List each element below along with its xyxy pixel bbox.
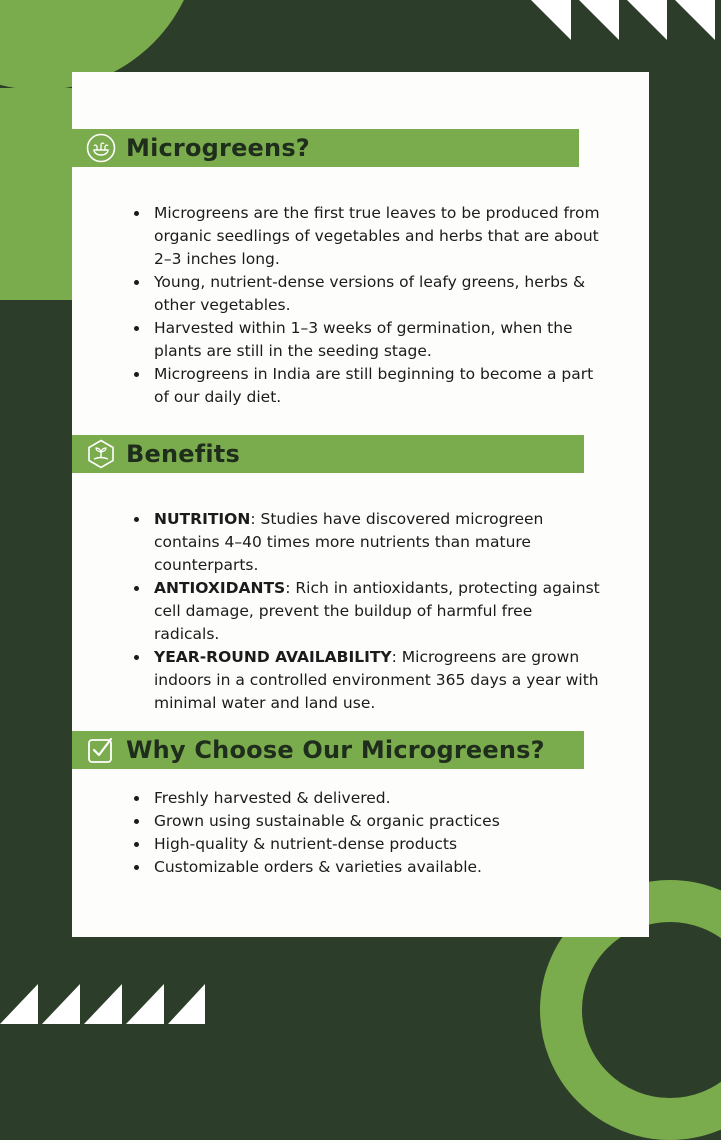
list-item: Freshly harvested & delivered. (132, 787, 602, 810)
sprout-bowl-icon (86, 133, 116, 163)
checkbox-icon (86, 735, 116, 765)
section-header-why-choose (72, 731, 584, 769)
decor-rect-left (0, 88, 72, 300)
section-list-benefits (132, 508, 602, 715)
section-list-microgreens (132, 202, 602, 409)
list-item: YEAR-ROUND AVAILABILITY: Microgreens are grown indoors in a controlled environment 365 days a year with minimal water and land use. (132, 646, 602, 715)
list-item: Young, nutrient-dense versions of leafy greens, herbs & other vegetables. (132, 271, 602, 317)
list-item: Grown using sustainable & organic practices (132, 810, 602, 833)
decor-triangles-top (531, 0, 721, 40)
decor-triangles-bottom (0, 984, 205, 1024)
list-item: Harvested within 1–3 weeks of germination, when the plants are still in the seeding stage. (132, 317, 602, 363)
list-item: Microgreens are the first true leaves to be produced from organic seedlings of vegetables and herbs that are about 2–3 inches long. (132, 202, 602, 271)
section-title: Why Choose Our Microgreens? (126, 736, 545, 764)
list-item: Customizable orders & varieties available. (132, 856, 602, 879)
section-title: Benefits (126, 440, 240, 468)
section-header-benefits (72, 435, 584, 473)
hexagon-plant-icon (86, 439, 116, 469)
section-list-why-choose (132, 787, 602, 879)
list-item: High-quality & nutrient-dense products (132, 833, 602, 856)
list-item: NUTRITION: Studies have discovered microgreen contains 4–40 times more nutrients than mature counterparts. (132, 508, 602, 577)
list-item: Microgreens in India are still beginning to become a part of our daily diet. (132, 363, 602, 409)
section-header-microgreens (72, 129, 579, 167)
list-item: ANTIOXIDANTS: Rich in antioxidants, protecting against cell damage, prevent the buildup of harmful free radicals. (132, 577, 602, 646)
content-card (72, 72, 649, 937)
section-title: Microgreens? (126, 134, 310, 162)
